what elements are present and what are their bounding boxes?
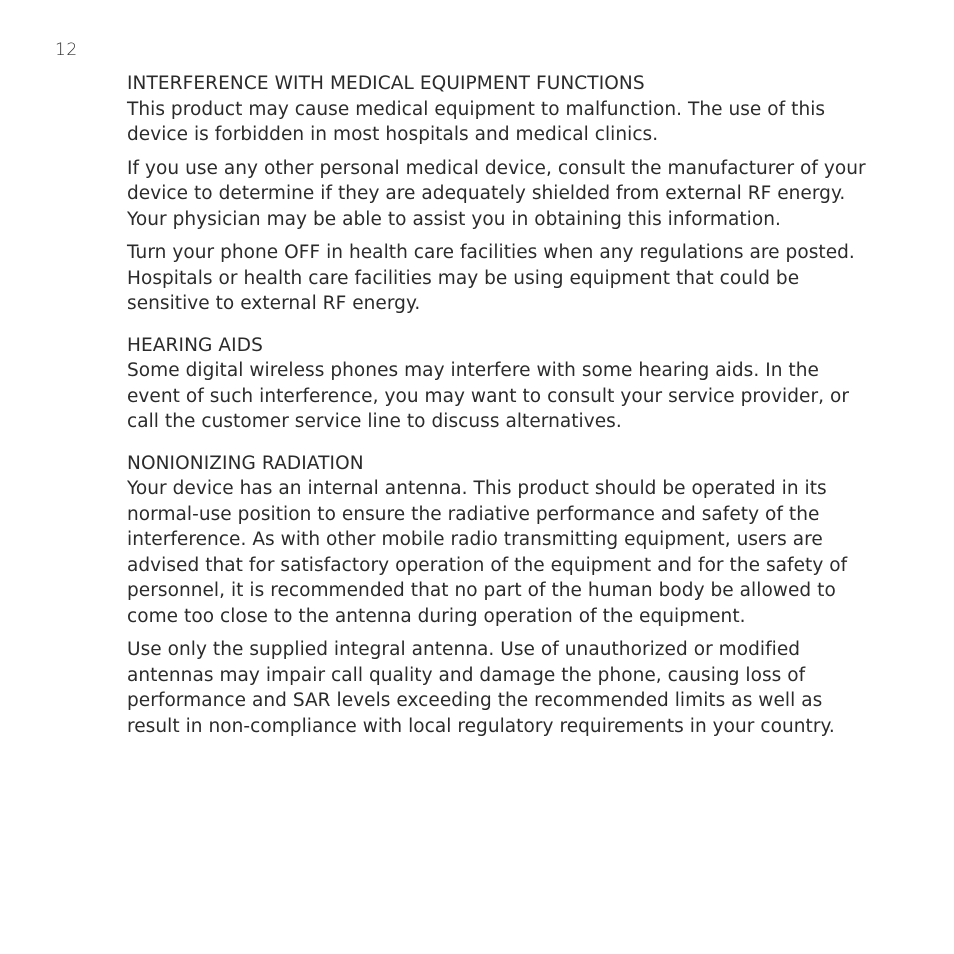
paragraph: Your device has an internal antenna. This product should be operated in its normal-use position to ensure the radiative performance and safety of the interference. As with other mobile radio transmitting equipment, users are advised that for satisfactory operation of the equipment and for the safety of personnel, it is recommended that no part of the human body be allowed to come too close to the antenna during operation of the equipment. [127,478,848,627]
section-nonionizing-radiation [127,451,867,740]
paragraph: Turn your phone OFF in health care facilities when any regulations are posted. Hospitals or health care facilities may be using equipment that could be sensitive to external RF energy. [127,242,855,314]
paragraph: This product may cause medical equipment to malfunction. The use of this device is forbidden in most hospitals and medical clinics. [127,98,826,145]
paragraph: Some digital wireless phones may interfere with some hearing aids. In the event of such interference, you may want to consult your service provider, or call the customer service line to discuss alternatives. [127,360,849,432]
document-body [127,71,867,755]
section-heading: INTERFERENCE WITH MEDICAL EQUIPMENT FUNCTIONS [127,73,645,94]
paragraph: Use only the supplied integral antenna. Use of unauthorized or modified antennas may impair call quality and damage the phone, causing loss of performance and SAR levels exceeding the recommended limits as well as result in non-compliance with local regulatory requirements in your country. [127,639,835,737]
section-medical-equipment [127,71,867,317]
page-number: 12 [55,40,78,60]
paragraph: If you use any other personal medical device, consult the manufacturer of your device to determine if they are adequately shielded from external RF energy. Your physician may be able to assist you in obtaining this information. [127,157,866,230]
section-hearing-aids [127,333,867,435]
section-heading: HEARING AIDS [127,334,263,356]
section-heading: NONIONIZING RADIATION [127,452,364,474]
